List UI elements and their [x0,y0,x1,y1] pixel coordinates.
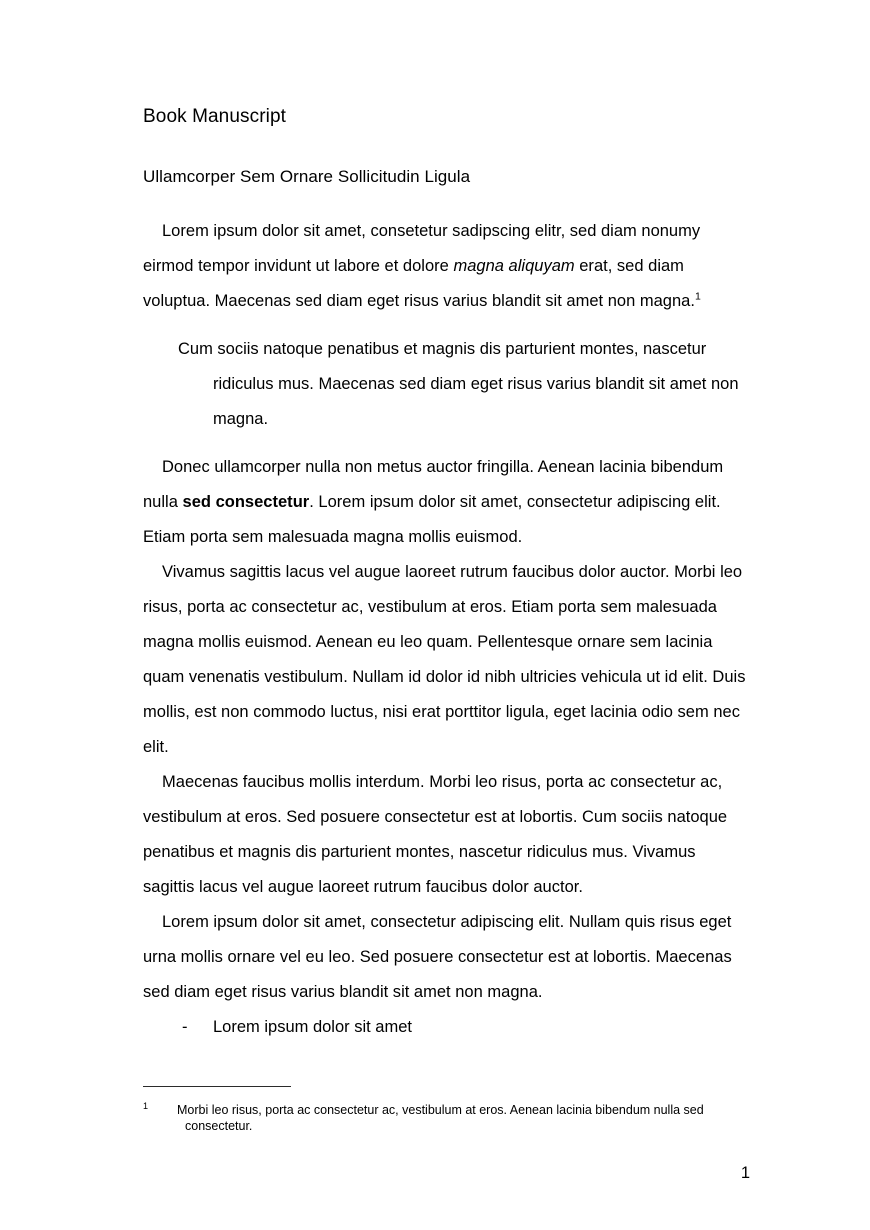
footnote-entry [143,1102,751,1134]
paragraph-donec-text-a: Donec ullamcorper nulla non metus auctor fringilla. Aenean lacinia bibendum nulla [143,458,724,511]
bulleted-list [143,1010,751,1045]
paragraph-lorem: Lorem ipsum dolor sit amet, consectetur adipiscing elit. Nullam quis risus eget urna mollis ornare vel eu leo. Sed posuere consectetur est at lobortis. Maecenas sed diam eget risus varius blandit sit amet non magna. [143,913,732,1001]
paragraph-vivamus: Vivamus sagittis lacus vel augue laoreet rutrum faucibus dolor auctor. Morbi leo risus, porta ac consectetur ac, vestibulum at eros. Etiam porta sem malesuada magna mollis euismod. Aenean eu leo quam. Pellentesque ornare sem lacinia quam venenatis vestibulum. Nullam id dolor id nibh ultricies vehicula ut id elit. Duis mollis, est non commodo luctus, nisi erat porttitor ligula, eget lacinia odio sem nec elit. [143,563,746,756]
paragraph-intro-text-b: erat, sed diam voluptua. Maecenas sed diam eget risus varius blandit sit amet non magna. [143,257,695,310]
paragraph-intro-text-a: Lorem ipsum dolor sit amet, consetetur sadipscing elitr, sed diam nonumy eirmod tempor invidunt ut labore et dolore [143,222,701,275]
paragraph-donec [143,450,751,555]
paragraph-donec-strong: sed consectetur [182,493,310,511]
paragraph-intro [143,214,751,319]
footnote-area [143,1086,751,1134]
paragraph-maecenas: Maecenas faucibus mollis interdum. Morbi leo risus, porta ac consectetur ac, vestibulum at eros. Sed posuere consectetur est at lobortis. Cum sociis natoque penatibus et magnis dis parturient montes, nascetur ridiculus mus. Vivamus sagittis lacus vel augue laoreet rutrum faucibus dolor auctor. [143,773,728,896]
document-body [143,0,751,1045]
list-item [143,1010,751,1045]
paragraph-group [143,188,751,1010]
footnote-separator [143,1086,291,1087]
footnote-reference-1[interactable]: 1 [694,290,701,303]
page-title: Book Manuscript [143,106,287,127]
footnote-text: Morbi leo risus, porta ac consectetur ac, vestibulum at eros. Aenean lacinia bibendum nulla sed consectetur. [177,1103,704,1133]
paragraph-intro-emphasis: magna aliquyam [453,257,575,275]
paragraph-donec-text-b: . Lorem ipsum dolor sit amet, consectetur adipiscing elit. Etiam porta sem malesuada magna mollis euismod. [143,493,721,546]
list-bullet-marker: - [182,1018,188,1036]
list-item-label: Lorem ipsum dolor sit amet [213,1018,412,1036]
footnote-number: 1 [143,1100,149,1111]
page-number: 1 [740,1164,750,1182]
block-quote: Cum sociis natoque penatibus et magnis dis parturient montes, nascetur ridiculus mus. Maecenas sed diam eget risus varius blandit sit amet non magna. [178,340,739,428]
document-subtitle: Ullamcorper Sem Ornare Sollicitudin Ligula [143,167,471,186]
